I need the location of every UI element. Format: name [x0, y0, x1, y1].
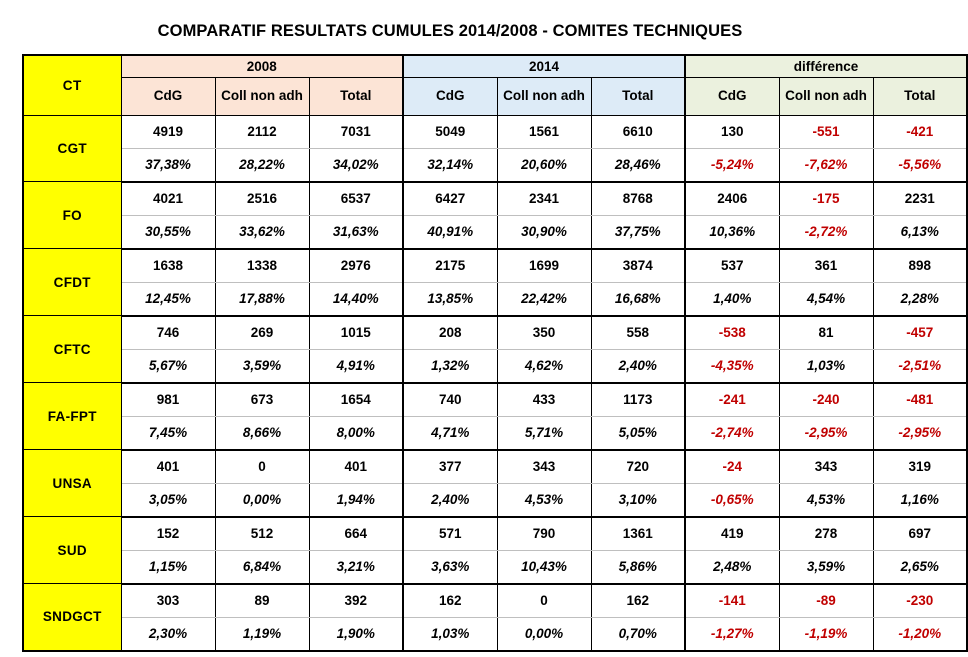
cell-value: 6537	[309, 182, 403, 216]
table-row	[23, 249, 967, 283]
subheader-2014-coll-non-adh: Coll non adh	[497, 77, 591, 115]
cell-value: 303	[121, 584, 215, 618]
cell-percent: -1,19%	[779, 617, 873, 651]
cell-value: 208	[403, 316, 497, 350]
subheader-diff-cdg: CdG	[685, 77, 779, 115]
cell-value: -551	[779, 115, 873, 148]
cell-value: 512	[215, 517, 309, 551]
cell-value: 2976	[309, 249, 403, 283]
cell-percent: 3,05%	[121, 483, 215, 517]
cell-percent: 1,03%	[403, 617, 497, 651]
cell-value: 898	[873, 249, 967, 283]
cell-value: 664	[309, 517, 403, 551]
cell-percent: 2,30%	[121, 617, 215, 651]
cell-percent: 5,86%	[591, 550, 685, 584]
cell-percent: 4,62%	[497, 349, 591, 383]
cell-value: 5049	[403, 115, 497, 148]
cell-value: 419	[685, 517, 779, 551]
subheader-diff-total: Total	[873, 77, 967, 115]
cell-value: 343	[497, 450, 591, 484]
cell-percent: 12,45%	[121, 282, 215, 316]
cell-percent: 28,46%	[591, 148, 685, 182]
cell-value: 89	[215, 584, 309, 618]
cell-percent: 30,55%	[121, 215, 215, 249]
cell-percent: 20,60%	[497, 148, 591, 182]
row-label-fo: FO	[23, 182, 121, 249]
cell-value: 2231	[873, 182, 967, 216]
table-row	[23, 416, 967, 450]
cell-percent: 32,14%	[403, 148, 497, 182]
cell-value: -481	[873, 383, 967, 417]
table-container	[0, 54, 942, 652]
table-row	[23, 584, 967, 618]
cell-value: 1654	[309, 383, 403, 417]
cell-value: 1173	[591, 383, 685, 417]
cell-value: 697	[873, 517, 967, 551]
cell-value: -89	[779, 584, 873, 618]
page-title: COMPARATIF RESULTATS CUMULES 2014/2008 - COMITES TECHNIQUES	[157, 22, 743, 40]
row-label-cgt: CGT	[23, 115, 121, 182]
cell-percent: 1,16%	[873, 483, 967, 517]
cell-percent: 2,28%	[873, 282, 967, 316]
cell-value: 2112	[215, 115, 309, 148]
cell-percent: -4,35%	[685, 349, 779, 383]
cell-value: -24	[685, 450, 779, 484]
cell-percent: -0,65%	[685, 483, 779, 517]
cell-value: 2516	[215, 182, 309, 216]
row-label-sndgct: SNDGCT	[23, 584, 121, 651]
subheader-row	[23, 77, 967, 115]
cell-value: 2341	[497, 182, 591, 216]
group-header-difference: différence	[685, 55, 967, 77]
table-row	[23, 115, 967, 148]
cell-percent: 3,21%	[309, 550, 403, 584]
cell-percent: 4,53%	[497, 483, 591, 517]
cell-percent: 5,71%	[497, 416, 591, 450]
table-row	[23, 517, 967, 551]
cell-value: 278	[779, 517, 873, 551]
cell-percent: -2,95%	[779, 416, 873, 450]
table-header	[23, 55, 967, 115]
cell-value: 571	[403, 517, 497, 551]
subheader-2008-total: Total	[309, 77, 403, 115]
cell-percent: 33,62%	[215, 215, 309, 249]
cell-value: 269	[215, 316, 309, 350]
cell-value: -175	[779, 182, 873, 216]
cell-percent: 1,90%	[309, 617, 403, 651]
cell-percent: 8,00%	[309, 416, 403, 450]
cell-percent: 6,84%	[215, 550, 309, 584]
cell-percent: 13,85%	[403, 282, 497, 316]
cell-value: 162	[403, 584, 497, 618]
cell-percent: 2,40%	[403, 483, 497, 517]
cell-percent: -5,56%	[873, 148, 967, 182]
cell-percent: -7,62%	[779, 148, 873, 182]
cell-value: 152	[121, 517, 215, 551]
cell-value: 1338	[215, 249, 309, 283]
cell-percent: 0,00%	[497, 617, 591, 651]
cell-value: 2406	[685, 182, 779, 216]
group-header-row	[23, 55, 967, 77]
cell-percent: 5,67%	[121, 349, 215, 383]
cell-percent: 8,66%	[215, 416, 309, 450]
cell-value: 981	[121, 383, 215, 417]
row-label-unsa: UNSA	[23, 450, 121, 517]
cell-value: 0	[497, 584, 591, 618]
cell-value: 6427	[403, 182, 497, 216]
cell-value: 1361	[591, 517, 685, 551]
cell-value: 7031	[309, 115, 403, 148]
table-row	[23, 483, 967, 517]
cell-percent: 1,15%	[121, 550, 215, 584]
row-label-cftc: CFTC	[23, 316, 121, 383]
cell-percent: 4,91%	[309, 349, 403, 383]
cell-value: 673	[215, 383, 309, 417]
cell-percent: 3,63%	[403, 550, 497, 584]
cell-value: -457	[873, 316, 967, 350]
subheader-2008-cdg: CdG	[121, 77, 215, 115]
cell-value: 3874	[591, 249, 685, 283]
cell-percent: -2,72%	[779, 215, 873, 249]
cell-value: 720	[591, 450, 685, 484]
cell-percent: 4,71%	[403, 416, 497, 450]
cell-percent: 31,63%	[309, 215, 403, 249]
cell-value: 537	[685, 249, 779, 283]
table-body	[23, 115, 967, 651]
cell-value: 162	[591, 584, 685, 618]
table-row	[23, 215, 967, 249]
table-row	[23, 316, 967, 350]
cell-value: -538	[685, 316, 779, 350]
cell-value: 392	[309, 584, 403, 618]
row-label-cfdt: CFDT	[23, 249, 121, 316]
cell-value: 350	[497, 316, 591, 350]
cell-percent: 16,68%	[591, 282, 685, 316]
cell-value: 401	[121, 450, 215, 484]
cell-percent: 14,40%	[309, 282, 403, 316]
cell-value: -240	[779, 383, 873, 417]
cell-percent: 28,22%	[215, 148, 309, 182]
cell-value: 8768	[591, 182, 685, 216]
table-row	[23, 550, 967, 584]
table-row	[23, 617, 967, 651]
cell-value: 746	[121, 316, 215, 350]
cell-value: -141	[685, 584, 779, 618]
cell-value: 81	[779, 316, 873, 350]
cell-percent: 10,36%	[685, 215, 779, 249]
cell-value: 1561	[497, 115, 591, 148]
cell-value: 401	[309, 450, 403, 484]
cell-value: 377	[403, 450, 497, 484]
cell-value: 6610	[591, 115, 685, 148]
table-row	[23, 349, 967, 383]
corner-header-ct: CT	[23, 55, 121, 115]
table-row	[23, 148, 967, 182]
cell-percent: 22,42%	[497, 282, 591, 316]
subheader-2008-coll-non-adh: Coll non adh	[215, 77, 309, 115]
table-row	[23, 450, 967, 484]
cell-percent: 17,88%	[215, 282, 309, 316]
cell-percent: -2,51%	[873, 349, 967, 383]
cell-percent: -1,20%	[873, 617, 967, 651]
cell-percent: 1,19%	[215, 617, 309, 651]
cell-value: 1638	[121, 249, 215, 283]
cell-percent: 40,91%	[403, 215, 497, 249]
cell-percent: 7,45%	[121, 416, 215, 450]
cell-percent: 1,94%	[309, 483, 403, 517]
cell-value: 1015	[309, 316, 403, 350]
cell-percent: 2,40%	[591, 349, 685, 383]
cell-value: 1699	[497, 249, 591, 283]
row-label-fa-fpt: FA-FPT	[23, 383, 121, 450]
cell-value: 4919	[121, 115, 215, 148]
cell-value: 361	[779, 249, 873, 283]
cell-percent: 0,00%	[215, 483, 309, 517]
cell-percent: 4,54%	[779, 282, 873, 316]
cell-percent: 4,53%	[779, 483, 873, 517]
cell-value: 2175	[403, 249, 497, 283]
group-header-2014: 2014	[403, 55, 685, 77]
cell-percent: 1,32%	[403, 349, 497, 383]
subheader-diff-coll-non-adh: Coll non adh	[779, 77, 873, 115]
cell-value: -241	[685, 383, 779, 417]
cell-percent: 34,02%	[309, 148, 403, 182]
cell-percent: 2,65%	[873, 550, 967, 584]
cell-percent: 10,43%	[497, 550, 591, 584]
cell-percent: 3,10%	[591, 483, 685, 517]
table-row	[23, 282, 967, 316]
cell-percent: 1,40%	[685, 282, 779, 316]
cell-percent: 6,13%	[873, 215, 967, 249]
cell-percent: 37,75%	[591, 215, 685, 249]
results-table	[22, 54, 968, 652]
cell-percent: 3,59%	[215, 349, 309, 383]
cell-percent: -2,74%	[685, 416, 779, 450]
row-label-sud: SUD	[23, 517, 121, 584]
cell-value: 558	[591, 316, 685, 350]
group-header-2008: 2008	[121, 55, 403, 77]
cell-value: 343	[779, 450, 873, 484]
cell-value: 4021	[121, 182, 215, 216]
subheader-2014-total: Total	[591, 77, 685, 115]
cell-value: 740	[403, 383, 497, 417]
cell-percent: -2,95%	[873, 416, 967, 450]
cell-percent: -5,24%	[685, 148, 779, 182]
cell-value: -421	[873, 115, 967, 148]
cell-percent: 2,48%	[685, 550, 779, 584]
table-row	[23, 383, 967, 417]
cell-value: 790	[497, 517, 591, 551]
cell-value: 0	[215, 450, 309, 484]
table-row	[23, 182, 967, 216]
cell-percent: 5,05%	[591, 416, 685, 450]
cell-percent: 1,03%	[779, 349, 873, 383]
cell-percent: -1,27%	[685, 617, 779, 651]
cell-percent: 30,90%	[497, 215, 591, 249]
cell-value: -230	[873, 584, 967, 618]
cell-percent: 37,38%	[121, 148, 215, 182]
cell-value: 130	[685, 115, 779, 148]
cell-percent: 0,70%	[591, 617, 685, 651]
cell-value: 433	[497, 383, 591, 417]
cell-percent: 3,59%	[779, 550, 873, 584]
subheader-2014-cdg: CdG	[403, 77, 497, 115]
cell-value: 319	[873, 450, 967, 484]
